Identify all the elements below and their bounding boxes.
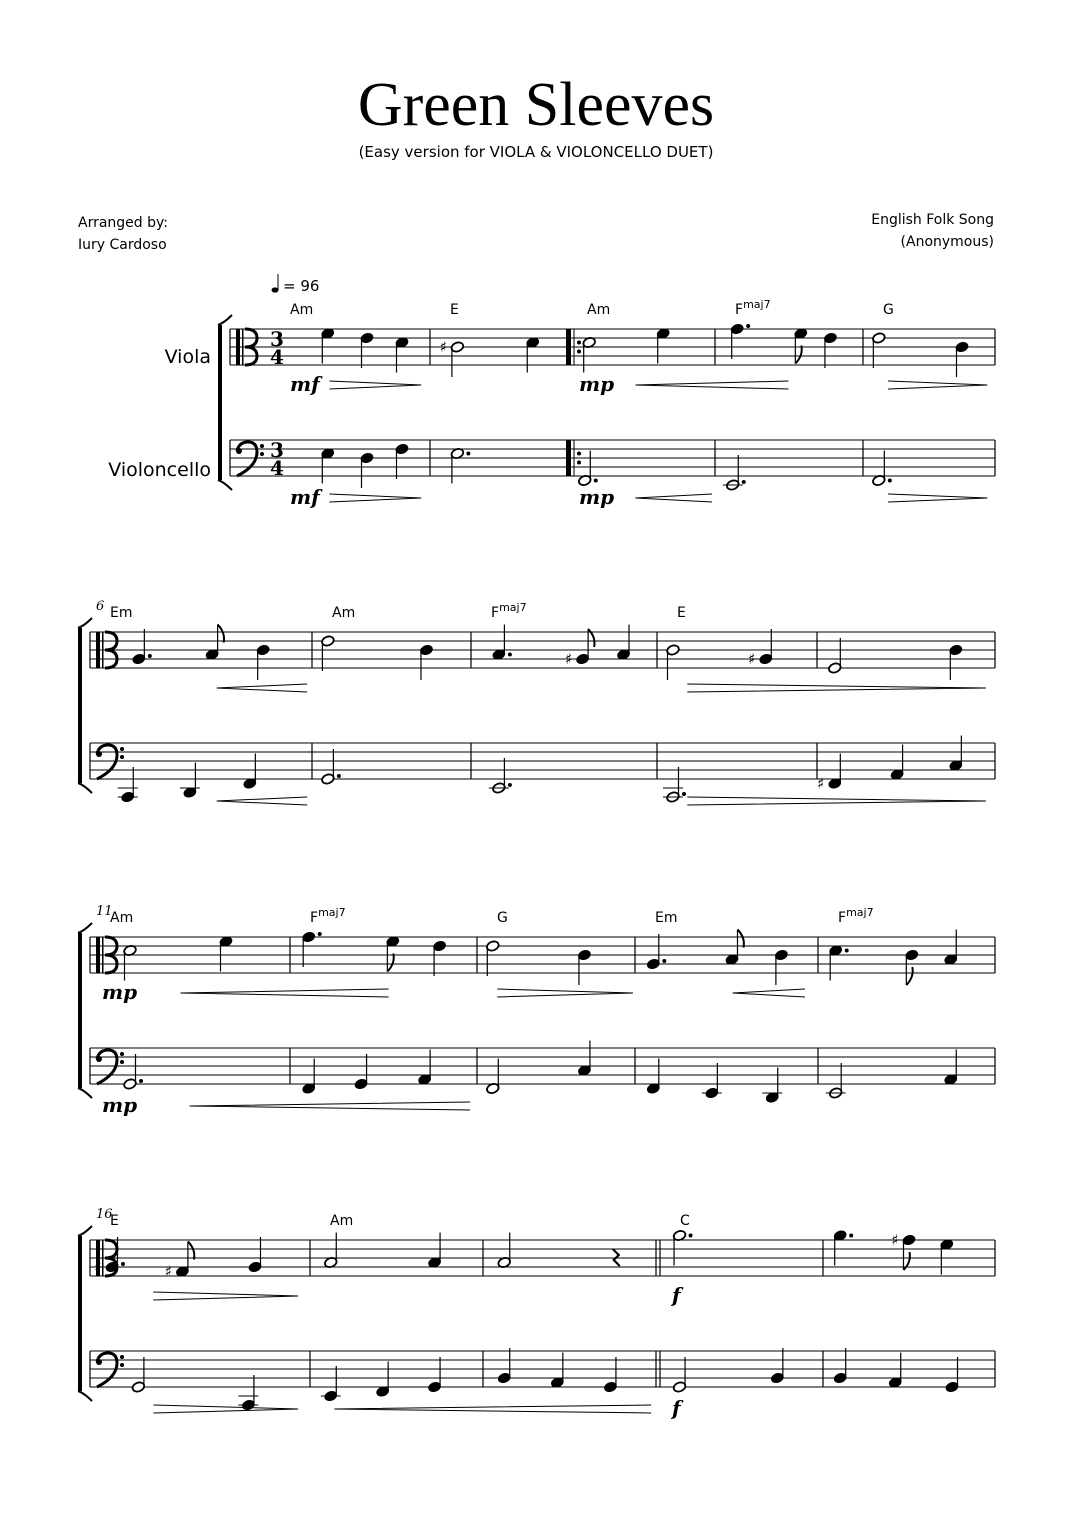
alto-clef [102, 1240, 104, 1276]
sharp-accidental: ♯ [748, 650, 756, 668]
decrescendo-hairpin [329, 494, 421, 502]
viola-staff [90, 1240, 995, 1276]
bass-clef [120, 755, 124, 759]
augmentation-dot [662, 959, 666, 963]
score-system [78, 904, 995, 1117]
bass-clef [96, 1056, 102, 1062]
system-bracket [78, 1236, 82, 1391]
bass-clef [120, 1060, 124, 1064]
eighth-flag [737, 930, 743, 948]
repeat-dot [577, 452, 581, 456]
alto-clef [236, 329, 240, 365]
chord-symbol: Am [587, 302, 611, 318]
system-bracket [218, 315, 232, 325]
cello-staff [90, 743, 995, 779]
system-bracket [78, 923, 92, 933]
augmentation-dot [849, 1234, 853, 1238]
bass-clef [260, 452, 264, 456]
tempo-value: = 96 [283, 277, 320, 295]
augmentation-dot [121, 1262, 125, 1266]
augmentation-dot [318, 932, 322, 936]
bass-clef [96, 751, 102, 757]
page-title: Green Sleeves [357, 71, 715, 139]
chord-symbol: E [677, 605, 686, 621]
dynamic-marking: mp [579, 372, 615, 396]
system-bracket [78, 1088, 92, 1098]
eighth-flag [218, 625, 224, 643]
crescendo-hairpin [181, 989, 389, 997]
decrescendo-hairpin [687, 684, 986, 692]
crescendo-hairpin [217, 797, 308, 805]
bass-clef [120, 1363, 124, 1367]
repeat-dot [577, 341, 581, 345]
system-bracket [218, 480, 232, 490]
bass-clef [97, 1353, 117, 1387]
alto-clef [102, 632, 104, 668]
crescendo-hairpin [733, 989, 805, 997]
dynamic-marking: mf [290, 485, 320, 509]
cello-staff [90, 1048, 995, 1084]
decrescendo-hairpin [329, 381, 421, 389]
chord-extension: maj7 [318, 906, 346, 919]
crescendo-hairpin [217, 684, 308, 692]
chord-extension: maj7 [499, 601, 527, 614]
augmentation-dot [139, 1079, 143, 1083]
crescendo-hairpin [190, 1102, 471, 1110]
page-subtitle: (Easy version for VIOLA & VIOLONCELLO DUET) [358, 143, 714, 161]
augmentation-dot [845, 949, 849, 953]
measure-number: 16 [96, 1207, 113, 1222]
repeat-barline [566, 329, 571, 365]
chord-symbol: Em [655, 910, 678, 926]
instrument-name-viola: Viola [164, 346, 211, 368]
dynamic-marking: mf [290, 372, 320, 396]
sharp-accidental: ♯ [164, 1262, 173, 1281]
chord-symbol: Am [332, 605, 356, 621]
crescendo-hairpin [635, 381, 788, 389]
bass-clef [260, 444, 264, 448]
chord-symbol: E [110, 1213, 119, 1229]
augmentation-dot [508, 653, 512, 657]
augmentation-dot [746, 324, 750, 328]
system-bracket [78, 618, 92, 628]
time-signature-top: 3 [270, 438, 284, 462]
system-bracket [78, 1226, 92, 1236]
chord-symbol: $F^{maj7}$ [838, 906, 874, 926]
repeat-barline [566, 440, 571, 476]
bass-clef [120, 1052, 124, 1056]
sharp-accidental: ♯ [564, 650, 573, 668]
alto-clef [102, 937, 104, 973]
measure-number: 11 [96, 904, 113, 919]
system-bracket [78, 933, 82, 1088]
decrescendo-hairpin [153, 1405, 298, 1413]
time-signature-bottom: 4 [270, 456, 284, 480]
score-system [78, 599, 995, 805]
bass-clef [120, 1355, 124, 1359]
augmentation-dot [337, 774, 341, 778]
dynamic-marking: mp [102, 1093, 138, 1117]
dynamic-marking: mp [579, 485, 615, 509]
eighth-flag [906, 967, 912, 985]
chord-symbol: Am [330, 1213, 354, 1229]
eighth-flag [795, 346, 801, 364]
system-bracket [78, 783, 92, 793]
alto-clef [96, 937, 100, 973]
dynamic-marking: f [672, 1283, 681, 1307]
time-signature-bottom: 4 [270, 345, 284, 369]
crescendo-hairpin [334, 1405, 651, 1413]
chord-symbol: $F^{maj7}$ [310, 906, 346, 926]
dynamic-marking: mp [102, 980, 138, 1004]
chord-symbol: E [450, 302, 459, 318]
sharp-accidental: ♯ [817, 774, 825, 793]
decrescendo-hairpin [153, 1292, 298, 1300]
bass-clef [120, 747, 124, 751]
viola-staff [90, 632, 995, 668]
tempo-note-icon [272, 287, 279, 292]
measure-number: 6 [96, 599, 105, 614]
composer-line-1: English Folk Song [871, 212, 994, 228]
decrescendo-hairpin [888, 381, 987, 389]
repeat-dot [577, 350, 581, 354]
cello-staff [230, 440, 995, 476]
system-bracket [78, 628, 82, 783]
bass-clef [237, 442, 257, 476]
augmentation-dot [689, 1234, 693, 1238]
score-system [108, 298, 995, 509]
augmentation-dot [888, 479, 892, 483]
eighth-flag [188, 1242, 194, 1260]
sharp-accidental: ♯ [439, 338, 448, 356]
bass-clef [96, 1359, 102, 1365]
chord-symbol: Em [110, 605, 133, 621]
chord-extension: maj7 [743, 298, 771, 311]
chord-extension: maj7 [846, 906, 874, 919]
alto-clef [242, 329, 244, 365]
bass-clef [97, 745, 117, 779]
instrument-name-cello: Violoncello [108, 459, 211, 481]
chord-symbol: Am [290, 302, 314, 318]
augmentation-dot [466, 452, 470, 456]
arranger-label: Arranged by: [78, 215, 169, 231]
dynamic-marking: f [672, 1396, 681, 1420]
eighth-flag [387, 954, 393, 972]
sharp-accidental: ♯ [94, 1258, 102, 1276]
arranger-name: Iury Cardoso [78, 237, 167, 253]
augmentation-dot [742, 480, 746, 484]
augmentation-dot [508, 783, 512, 787]
time-signature-top: 3 [270, 327, 284, 351]
augmentation-dot [682, 792, 686, 796]
bass-clef [236, 448, 242, 454]
decrescendo-hairpin [888, 494, 987, 502]
score-system [78, 1207, 995, 1420]
augmentation-dot [148, 654, 152, 658]
decrescendo-hairpin [687, 797, 986, 805]
composer-line-2: (Anonymous) [900, 234, 994, 250]
chord-symbol: G [883, 302, 894, 318]
chord-symbol: $F^{maj7}$ [735, 298, 771, 318]
augmentation-dot [594, 479, 598, 483]
chord-symbol: C [680, 1213, 690, 1229]
bass-clef [97, 1050, 117, 1084]
chord-symbol: Am [110, 910, 134, 926]
chord-symbol: G [497, 910, 508, 926]
tempo-mark [272, 274, 320, 295]
repeat-dot [577, 461, 581, 465]
system-bracket [218, 325, 222, 480]
decrescendo-hairpin [497, 989, 633, 997]
cello-staff [90, 1351, 995, 1387]
chord-symbol: $F^{maj7}$ [491, 601, 527, 621]
sharp-accidental: ♯ [891, 1231, 899, 1249]
system-bracket [78, 1391, 92, 1401]
crescendo-hairpin [635, 494, 712, 502]
alto-clef [96, 632, 100, 668]
